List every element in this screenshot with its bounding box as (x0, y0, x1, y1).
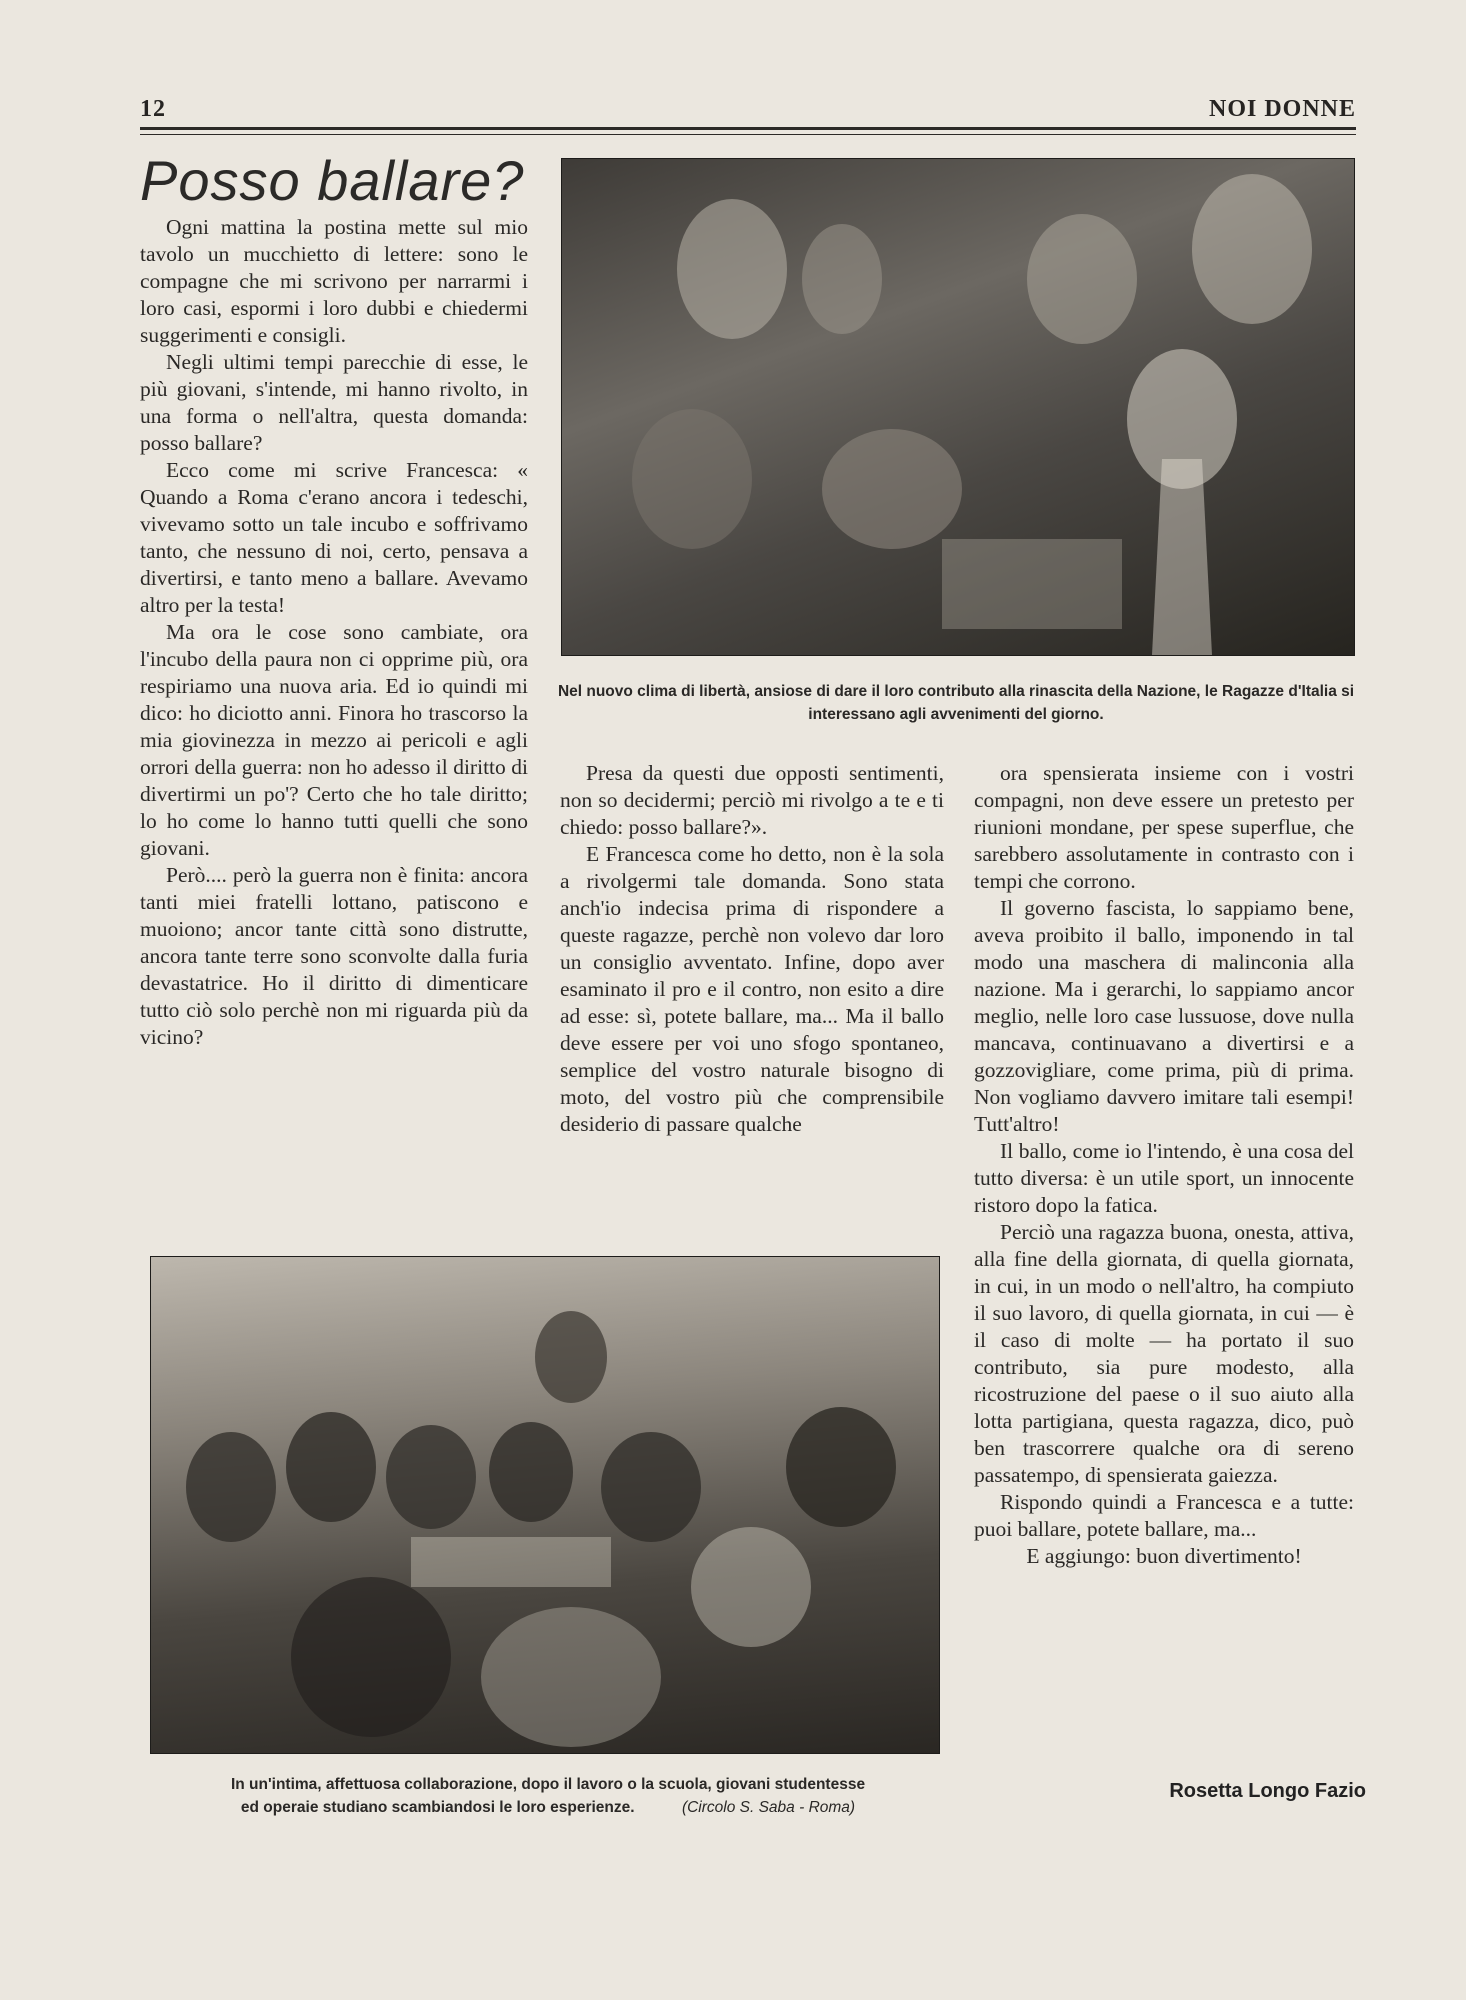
paragraph: Ma ora le cose sono cambiate, ora l'incubo della paura non ci opprime più, ora respiriamo una nuova aria. Ed io quindi mi dico: ho diciotto anni. Finora ho trascorso la mia giovinezza in mezzo ai pericoli e agli orrori della guerra: non ho adesso il diritto di divertirmi un po'? Certo che ho tale diritto; lo ho come lo hanno tutti quelli che sono giovani. (140, 620, 528, 860)
paragraph: Ogni mattina la postina mette sul mio tavolo un mucchietto di lettere: sono le compagne che mi scrivono per narrarmi i loro casi, espormi i loro dubbi e chiedermi suggerimenti e consigli. (140, 215, 528, 347)
paragraph: Presa da questi due opposti sentimenti, non so decidermi; perciò mi rivolgo a te e ti chiedo: posso ballare?». (560, 761, 944, 839)
paragraph: Negli ultimi tempi parecchie di esse, le più giovani, s'intende, mi hanno rivolto, in una forma o nell'altra, questa domanda: posso ballare? (140, 350, 528, 455)
photo-students-studying-graphic (151, 1257, 939, 1753)
photo-students-studying (150, 1256, 940, 1754)
paragraph: Il governo fascista, lo sappiamo bene, aveva proibito il ballo, imponendo in tal modo una maschera di malinconia alla nazione. Ma i gerarchi, lo sappiamo ancor meglio, nelle loro case lussuose, dove nulla mancava, continuavano a divertirsi e a gozzovigliare, come prima, più di prima. Non vogliamo davvero imitare tali esempi! Tutt'altro! (974, 896, 1354, 1136)
photo-caption-top: Nel nuovo clima di libertà, ansiose di dare il loro contributo alla rinascita della Nazione, le Ragazze d'Italia si interessano agli avvenimenti del giorno. (557, 683, 1355, 723)
paragraph: E Francesca come ho detto, non è la sola a rivolgermi tale domanda. Sono stata anch'io indecisa prima di rispondere a queste ragazze, perchè non volevo dar loro un consiglio avventato. Infine, dopo aver esaminato il pro e il contro, non esito a dire ad esse: sì, potete ballare, ma... Ma il ballo deve essere per voi uno sfogo spontaneo, semplice del vostro naturale bisogno di moto, del vostro più che comprensibile desiderio di passare qualche (560, 842, 944, 1136)
article-title: Posso ballare? (140, 149, 525, 212)
header-rule-thick (140, 127, 1356, 130)
photo-credit: (Circolo S. Saba - Roma) (681, 1799, 856, 1816)
photo-girls-reading-graphic (562, 159, 1354, 655)
paragraph: Ecco come mi scrive Francesca: « Quando a Roma c'erano ancora i tedeschi, vivevamo sotto un tale incubo e soffrivamo tanto, che nessuno di noi, certo, pensava a divertirsi, e tanto meno a ballare. Avevamo altro per la testa! (140, 458, 528, 617)
photo-caption-bottom-text: ed operaie studiano scambiandosi le loro esperienze. (240, 1799, 635, 1816)
article-column-right (974, 760, 1354, 1790)
header-rule-thin (140, 134, 1356, 135)
photo-caption-bottom-line1: In un'intima, affettuosa collaborazione, dopo il lavoro o la scuola, giovani studentesse (230, 1776, 866, 1793)
page-number: 12 (140, 96, 166, 122)
paragraph: Rispondo quindi a Francesca e a tutte: puoi ballare, potete ballare, ma... (974, 1490, 1354, 1541)
photo-girls-reading (561, 158, 1355, 656)
paragraph: E aggiungo: buon divertimento! (1026, 1544, 1302, 1568)
author-signature: Rosetta Longo Fazio (1169, 1780, 1366, 1802)
article-column-left (140, 214, 528, 1234)
photo-caption-bottom-line2 (148, 1796, 948, 1819)
paragraph: Il ballo, come io l'intendo, è una cosa del tutto diversa: è un utile sport, un innocente ristoro dopo la fatica. (974, 1139, 1354, 1217)
paragraph: ora spensierata insieme con i vostri compagni, non deve essere un pretesto per riunioni mondane, per spese superflue, che sarebbero assolutamente in contrasto con i tempi che corrono. (974, 761, 1354, 893)
paragraph: Però.... però la guerra non è finita: ancora tanti miei fratelli lottano, patiscono e muoiono; ancor tante città sono distrutte, ancora tante terre sono sconvolte dalla furia devastatrice. Ho il diritto di dimenticare tutto ciò solo perchè non mi riguarda più da vicino? (140, 863, 528, 1049)
masthead: NOI DONNE (1208, 96, 1356, 122)
paragraph: Perciò una ragazza buona, onesta, attiva, alla fine della giornata, di quella giornata, in cui, in un modo o nell'altro, ha compiuto il suo lavoro, di quella giornata, in cui — è il caso di molte — ha portato il suo contributo, sia pure modesto, alla ricostruzione del paese o il suo aiuto alla lotta partigiana, questa ragazza, dico, può ben trascorrere qualche ora di sereno passatempo, di spensierata gaiezza. (974, 1220, 1354, 1487)
article-column-middle (560, 760, 944, 1240)
photo-caption-bottom (148, 1773, 948, 1819)
